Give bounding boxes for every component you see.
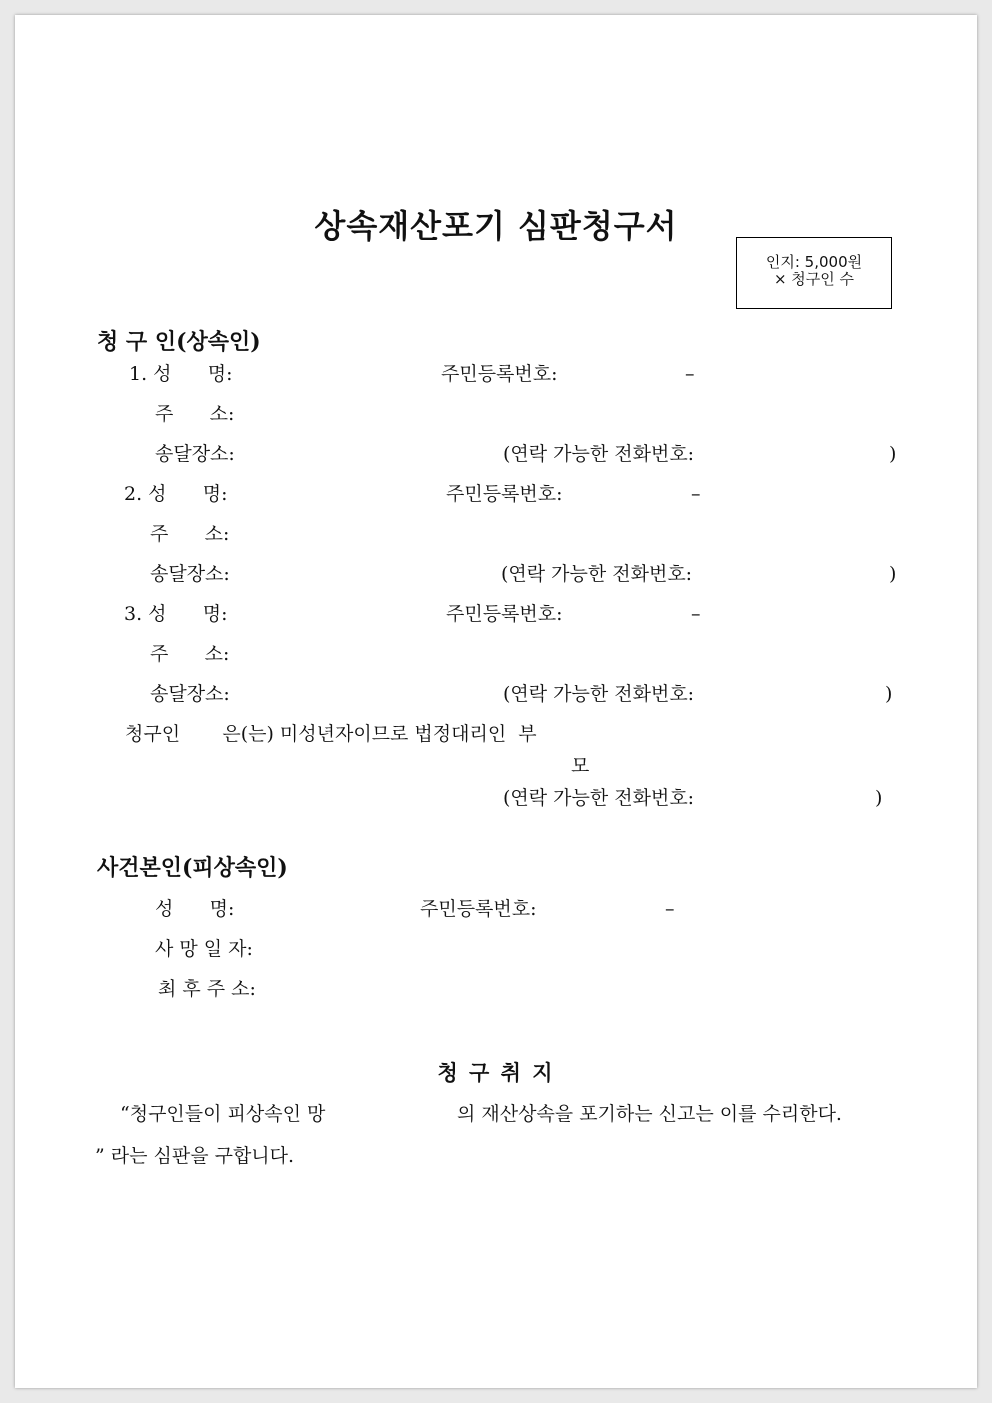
document-title: 상속재산포기 심판청구서	[314, 207, 678, 245]
petitioner-1-name-label: 1. 성 명:	[129, 363, 233, 385]
petitioner-1-address-label: 주 소:	[155, 403, 235, 425]
petitioner-3-rrn-dash: –	[691, 603, 701, 625]
minor-guardian-mother: 모	[571, 755, 590, 777]
purpose-text-line1-start: “청구인들이 피상속인 망	[120, 1103, 326, 1125]
deceased-rrn-dash: –	[665, 898, 675, 920]
petitioner-1-rrn-dash: –	[685, 363, 695, 385]
petitioner-2-name-label: 2. 성 명:	[124, 483, 228, 505]
petitioner-2-rrn-dash: –	[691, 483, 701, 505]
deceased-heading: 사건본인(피상속인)	[97, 855, 288, 881]
purpose-text-line2: ” 라는 심판을 구합니다.	[95, 1145, 295, 1167]
deceased-death-date-label: 사 망 일 자:	[155, 938, 253, 960]
petitioner-1-phone-label: (연락 가능한 전화번호:	[503, 443, 695, 465]
petitioner-1-phone-close: )	[889, 443, 897, 465]
stamp-box	[736, 237, 892, 309]
petitioner-2-address-label: 주 소:	[150, 523, 230, 545]
petitioner-1-rrn-label: 주민등록번호:	[441, 363, 558, 385]
petitioner-2-delivery-label: 송달장소:	[150, 563, 230, 585]
stamp-fee: 인지: 5,000원	[765, 253, 863, 271]
petitioner-3-name-label: 3. 성 명:	[124, 603, 228, 625]
petitioner-3-delivery-label: 송달장소:	[150, 683, 230, 705]
purpose-heading: 청 구 취 지	[437, 1060, 555, 1085]
petitioner-1-delivery-label: 송달장소:	[155, 443, 235, 465]
minor-guardian-phone-label: (연락 가능한 전화번호:	[503, 787, 695, 809]
stamp-multiplier: × 청구인 수	[773, 270, 855, 288]
deceased-rrn-label: 주민등록번호:	[420, 898, 537, 920]
petitioner-2-phone-close: )	[889, 563, 897, 585]
minor-guardian-phone-close: )	[875, 787, 883, 809]
petitioner-3-address-label: 주 소:	[150, 643, 230, 665]
deceased-last-address-label: 최 후 주 소:	[158, 978, 256, 1000]
purpose-text-line1-end: 의 재산상속을 포기하는 신고는 이를 수리한다.	[457, 1103, 842, 1125]
petitioner-2-phone-label: (연락 가능한 전화번호:	[501, 563, 693, 585]
document-page	[15, 15, 977, 1388]
petitioner-2-rrn-label: 주민등록번호:	[446, 483, 563, 505]
petitioners-heading: 청 구 인(상속인)	[97, 329, 261, 355]
petitioner-3-phone-label: (연락 가능한 전화번호:	[503, 683, 695, 705]
minor-guardian-line: 청구인 은(는) 미성년자이므로 법정대리인 부	[125, 723, 537, 745]
deceased-name-label: 성 명:	[155, 898, 235, 920]
petitioner-3-phone-close: )	[885, 683, 893, 705]
petitioner-3-rrn-label: 주민등록번호:	[446, 603, 563, 625]
